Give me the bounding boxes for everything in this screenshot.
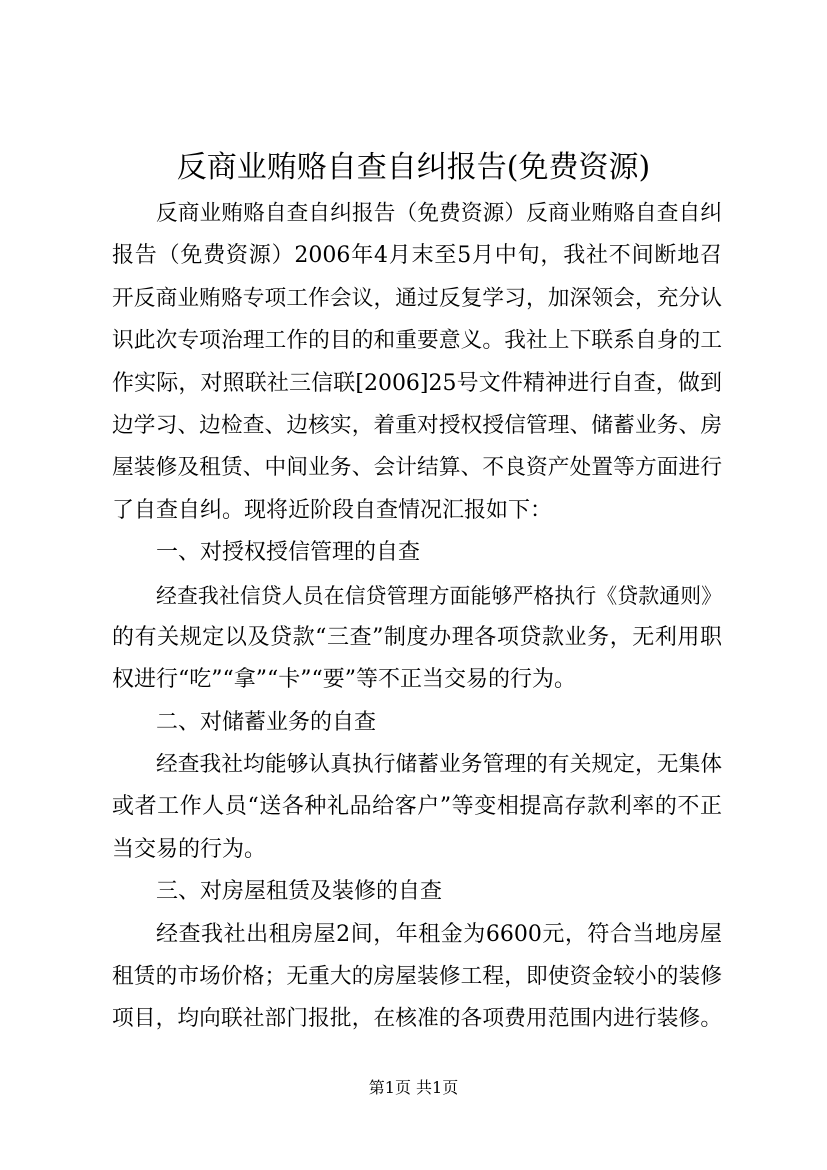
paragraph-line: 经查我社信贷人员在信贷管理方面能够严格执行《贷款通则》 (156, 583, 722, 608)
paragraph-line: 租赁的市场价格；无重大的房屋装修工程，即使资金较小的装修 (112, 964, 722, 990)
paragraph-line: 报告（免费资源）2006年4月末至5月中旬，我社不间断地召 (112, 243, 722, 269)
paragraph-line: 当交易的行为。 (112, 836, 267, 862)
document-body (112, 193, 722, 1041)
paragraph-line: 权进行“吃”“拿”“卡”“要”等不正当交易的行为。 (112, 667, 576, 693)
paragraph-line: 反商业贿赂自查自纠报告（免费资源）反商业贿赂自查自纠 (156, 201, 722, 226)
paragraph-line: 开反商业贿赂专项工作会议，通过反复学习，加深领会，充分认 (112, 285, 722, 311)
paragraph-line: 或者工作人员“送各种礼品给客户”等变相提高存款利率的不正 (112, 794, 722, 820)
paragraph-line: 边学习、边检查、边核实，着重对授权授信管理、储蓄业务、房 (112, 412, 722, 438)
paragraph-line: 屋装修及租赁、中间业务、会计结算、不良资产处置等方面进行 (112, 455, 722, 481)
paragraph-line: 识此次专项治理工作的目的和重要意义。我社上下联系自身的工 (112, 328, 722, 354)
paragraph-line: 了自查自纠。现将近阶段自查情况汇报如下： (112, 497, 553, 523)
paragraph-line: 作实际，对照联社三信联[2006]25号文件精神进行自查，做到 (112, 370, 722, 396)
paragraph-line: 经查我社出租房屋2间，年租金为6600元，符合当地房屋 (156, 921, 722, 947)
paragraph-line: 的有关规定以及贷款“三查”制度办理各项贷款业务，无利用职 (112, 624, 722, 650)
section-heading: 二、对储蓄业务的自查 (156, 709, 377, 735)
paragraph-line: 经查我社均能够认真执行储蓄业务管理的有关规定，无集体 (156, 752, 722, 778)
page-footer: 第1页 共1页 (368, 1078, 459, 1097)
section-heading: 三、对房屋租赁及装修的自查 (156, 879, 443, 905)
section-heading: 一、对授权授信管理的自查 (156, 540, 421, 566)
paragraph-line: 项目，均向联社部门报批，在核准的各项费用范围内进行装修。 (112, 1006, 722, 1032)
document-title: 反商业贿赂自查自纠报告(免费资源) (176, 150, 651, 185)
